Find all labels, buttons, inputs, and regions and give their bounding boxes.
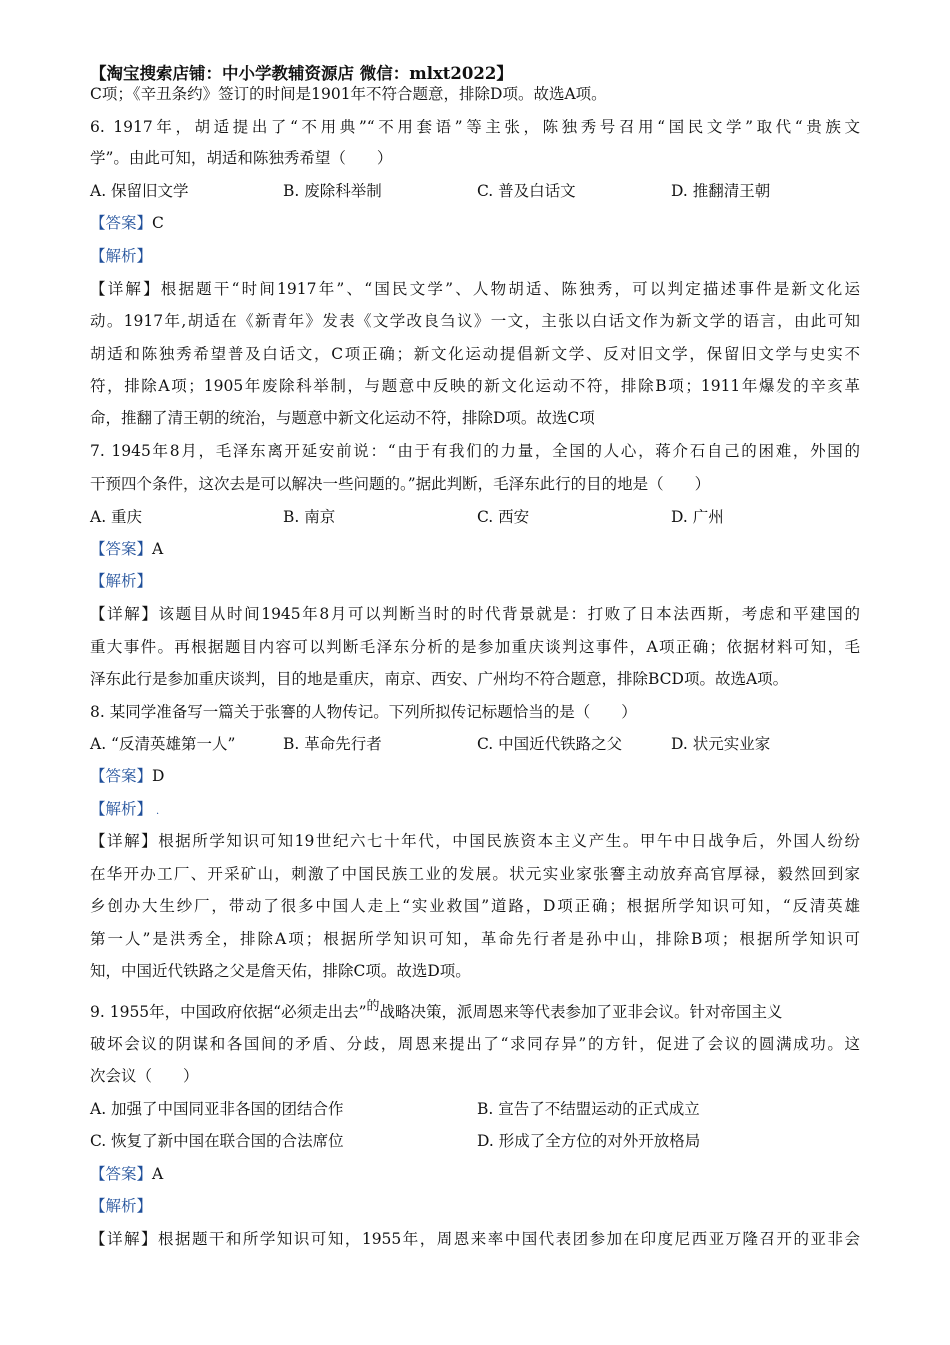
- q8-option-d: D. 状元实业家: [671, 735, 771, 753]
- q6-option-d: D. 推翻清王朝: [671, 182, 771, 200]
- q9-analysis: 【解析】: [90, 1197, 153, 1215]
- q9-answer: 【答案】A: [90, 1165, 164, 1183]
- q6-detail-line-3: 胡适和陈独秀希望普及白话文，C项正确；新文化运动提倡新文学、反对旧文学，保留旧文学与史实不: [90, 345, 860, 363]
- q8-option-c: C. 中国近代铁路之父: [477, 735, 623, 753]
- q6-option-c: C. 普及白话文: [477, 182, 576, 200]
- q7-option-c: C. 西安: [477, 508, 530, 526]
- q7-answer: 【答案】A: [90, 540, 164, 558]
- q7-option-b: B. 南京: [283, 508, 336, 526]
- q8-detail-line-5: 知，中国近代铁路之父是詹天佑，排除C项。故选D项。: [90, 962, 471, 980]
- q6-detail-line-4: 符，排除A项；1905年废除科举制，与题意中反映的新文化运动不符，排除B项；1911年爆发的辛亥革: [90, 377, 860, 395]
- q6-answer: [90, 213, 164, 233]
- page-header: 【淘宝搜索店铺：中小学教辅资源店 微信：mlxt2022】: [90, 64, 513, 83]
- q9-option-b: B. 宣告了不结盟运动的正式成立: [477, 1100, 700, 1118]
- q9-option-c: C. 恢复了新中国在联合国的合法席位: [90, 1132, 344, 1150]
- q7-detail-line-1: 【详解】该题目从时间1945年8月可以判断当时的时代背景就是：打败了日本法西斯，考虑和平建国的: [90, 605, 860, 623]
- q8-option-a: A. “反清英雄第一人”: [90, 735, 236, 753]
- q9-detail-line-1: 【详解】根据题干和所学知识可知，1955年，周恩来率中国代表团参加在印度尼西亚万隆召开的亚非会: [90, 1230, 860, 1248]
- q7-option-a: A. 重庆: [90, 508, 143, 526]
- q6-stem-line-1: 6. 1917年，胡适提出了“不用典”“不用套语”等主张，陈独秀号召用“国民文学”取代“贵族文: [90, 118, 860, 136]
- q8-stem: 8. 某同学准备写一篇关于张謇的人物传记。下列所拟传记标题恰当的是（ ）: [90, 703, 637, 721]
- q8-answer-value: D: [152, 767, 165, 785]
- q9-answer-value: A: [152, 1165, 164, 1183]
- q9-option-a: A. 加强了中国同亚非各国的团结合作: [90, 1100, 344, 1118]
- q6-detail-line-1: 【详解】根据题干“时间1917年”、“国民文学”、人物胡适、陈独秀，可以判定描述事件是新文化运: [90, 280, 860, 298]
- analysis-tag: 【解析】: [90, 247, 153, 265]
- q7-detail-line-2: 重大事件。再根据题目内容可以判断毛泽东分析的是参加重庆谈判这事件，A项正确；依据材料可知，毛: [90, 638, 860, 656]
- q6-detail-line-5: 命，推翻了清王朝的统治，与题意中新文化运动不符，排除D项。故选C项: [90, 409, 595, 427]
- answer-tag: 【答案】: [90, 214, 153, 232]
- q8-detail-line-2: 在华开办工厂、开采矿山，刺激了中国民族工业的发展。状元实业家张謇主动放弃高官厚禄，毅然回到家: [90, 865, 860, 883]
- q5-tail: C项；《辛丑条约》签订的时间是1901年不符合题意，排除D项。故选A项。: [90, 85, 607, 103]
- q9-stem-line-2: 破坏会议的阴谋和各国间的矛盾、分歧，周恩来提出了“求同存异”的方针，促进了会议的圆满成功。这: [90, 1035, 860, 1053]
- q6-detail-line-2: 动。1917年,胡适在《新青年》发表《文学改良刍议》一文，主张以白话文作为新文学的语言，由此可知: [90, 312, 860, 330]
- q6-option-b: B. 废除科举制: [283, 182, 382, 200]
- q8-answer: 【答案】D: [90, 767, 165, 785]
- q6-option-a: A. 保留旧文学: [90, 182, 189, 200]
- q9-option-d: D. 形成了全方位的对外开放格局: [477, 1132, 701, 1150]
- q8-detail-line-1: 【详解】根据所学知识可知19世纪六七十年代，中国民族资本主义产生。甲午中日战争后，外国人纷纷: [90, 832, 860, 850]
- q6-analysis: [90, 246, 152, 266]
- q7-option-d: D. 广州: [671, 508, 724, 526]
- q7-stem-line-2: 干预四个条件，这次去是可以解决一些问题的。”据此判断，毛泽东此行的目的地是（ ）: [90, 475, 711, 493]
- q6-stem-line-2: 学”。由此可知，胡适和陈独秀希望（ ）: [90, 149, 393, 167]
- q8-option-b: B. 革命先行者: [283, 735, 382, 753]
- q7-analysis: 【解析】: [90, 572, 153, 590]
- q9-stem-line-3: 次会议（ ）: [90, 1067, 199, 1085]
- detail-tag: 【详解】: [90, 280, 161, 298]
- q7-stem-line-1: 7. 1945年8月，毛泽东离开延安前说：“由于有我们的力量，全国的人心，蒋介石自己的困难，外国的: [90, 442, 860, 460]
- q8-analysis: 【解析】 .: [90, 800, 160, 818]
- q9-stem-line-1: 9. 1955年，中国政府依据“必须走出去”$^的$战略决策，派周恩来等代表参加了亚非会议。针对帝国主义: [90, 999, 783, 1021]
- q7-detail-line-3: 泽东此行是参加重庆谈判，目的地是重庆，南京、西安、广州均不符合题意，排除BCD项。故选A项。: [90, 670, 789, 688]
- q8-detail-line-3: 乡创办大生纱厂，带动了很多中国人走上“实业救国”道路，D项正确；根据所学知识可知，“反清英雄: [90, 897, 860, 915]
- q7-answer-value: A: [152, 540, 164, 558]
- q8-detail-line-4: 第一人”是洪秀全，排除A项；根据所学知识可知，革命先行者是孙中山，排除B项；根据所学知识可: [90, 930, 860, 948]
- q6-answer-value: C: [152, 214, 164, 232]
